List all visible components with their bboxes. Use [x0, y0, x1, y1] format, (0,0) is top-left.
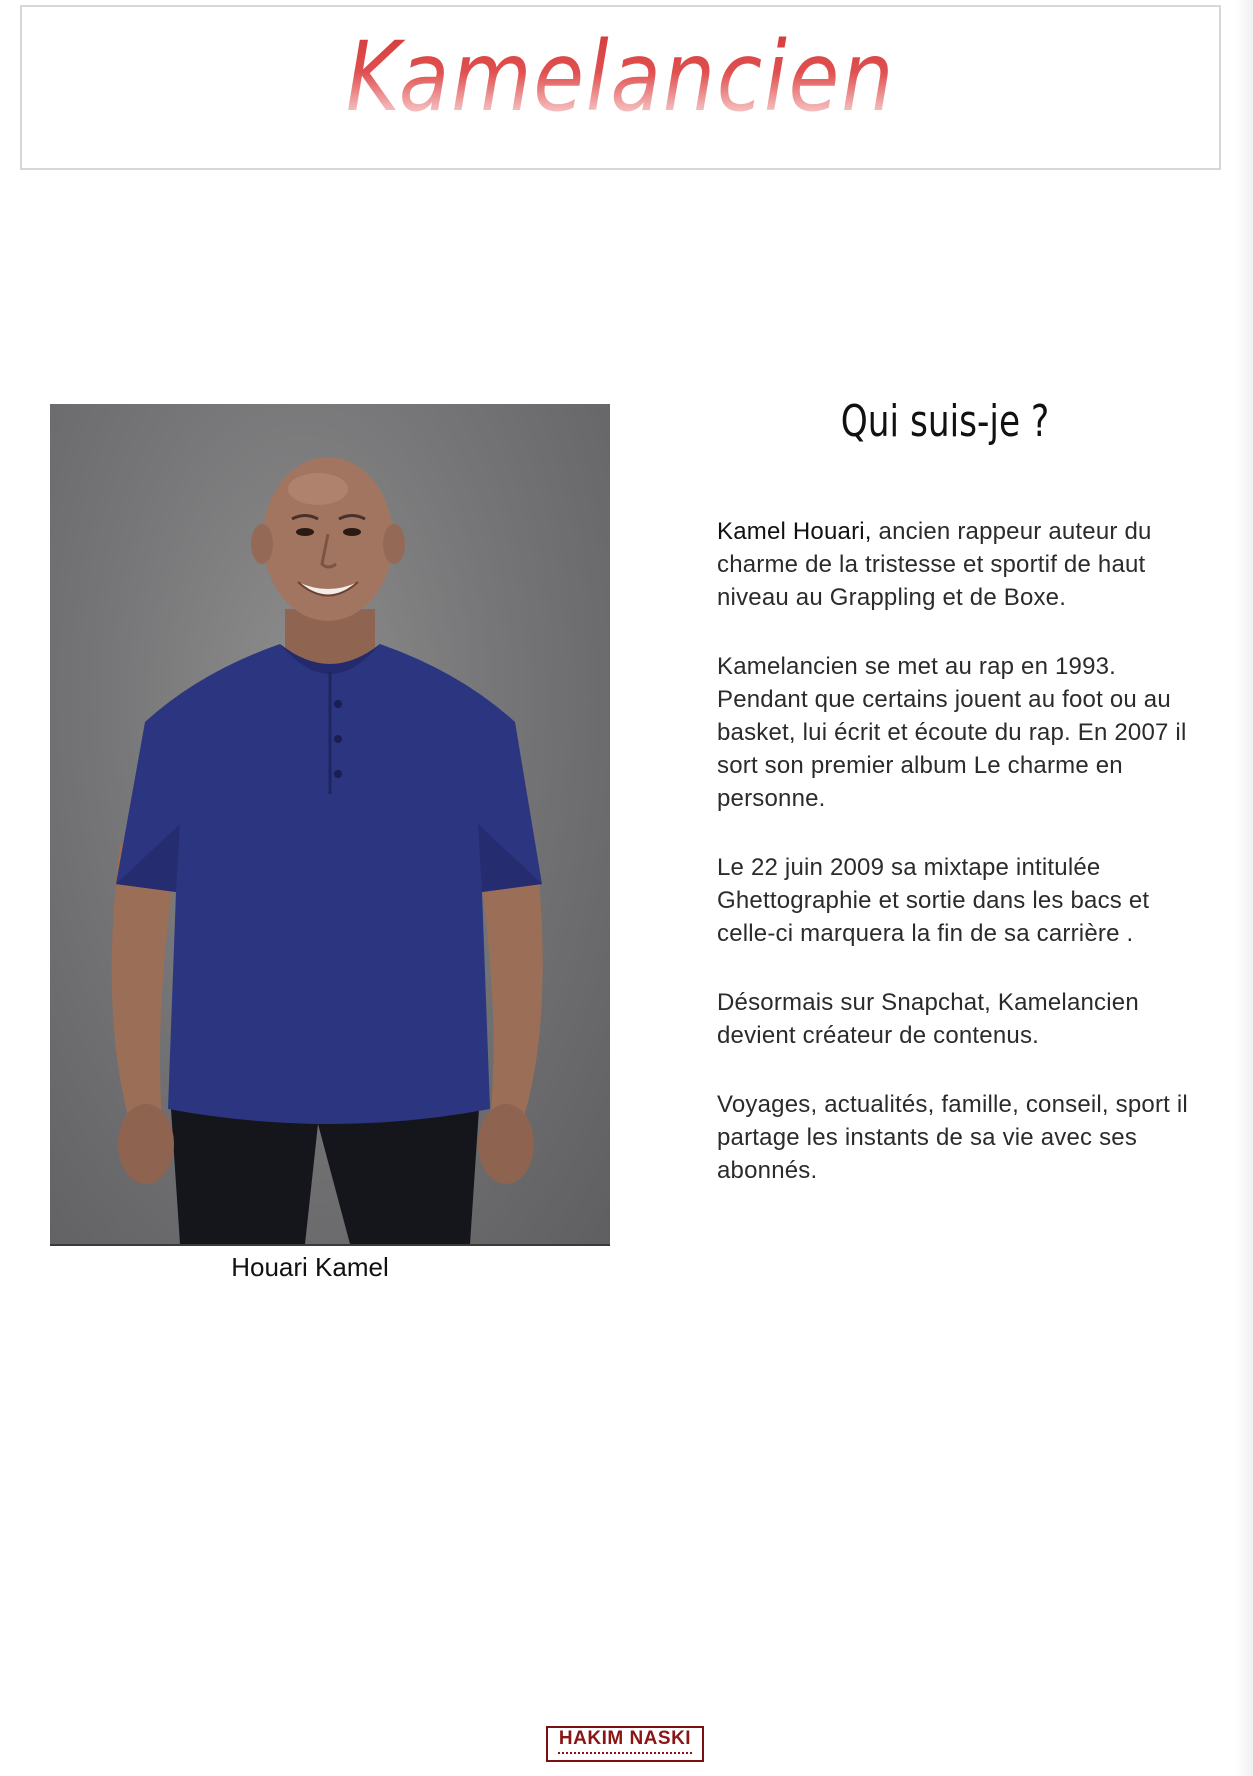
bio-paragraph-5: Voyages, actualités, famille, conseil, sport il partage les instants de sa vie avec ses abonnés.: [717, 1091, 1188, 1184]
bio-paragraph-2: Kamelancien se met au rap en 1993. Pendant que certains jouent au foot ou au basket, lui écrit et écoute du rap. En 2007 il sort son premier album Le charme en personne.: [717, 653, 1187, 812]
page-title: Kamelancien: [106, 29, 1135, 125]
portrait-illustration: [50, 404, 610, 1244]
bio-paragraph-3: Le 22 juin 2009 sa mixtape intitulée Ghettographie et sortie dans les bacs et celle-ci marquera la fin de sa carrière .: [717, 854, 1150, 947]
photo-caption: Houari Kamel: [231, 1252, 389, 1282]
bio-text: [717, 515, 1197, 1223]
bio-paragraph-4: Désormais sur Snapchat, Kamelancien devient créateur de contenus.: [717, 989, 1139, 1049]
section-heading: Qui suis-je ?: [840, 396, 1050, 447]
portrait-photo: [50, 404, 610, 1246]
bio-lead-name: Kamel Houari,: [717, 518, 872, 545]
header-box: [20, 5, 1221, 170]
footer-logo-underline: [558, 1752, 692, 1758]
bio-paragraph-1-text: ancien rappeur auteur du charme de la tristesse et sportif de haut niveau au Grappling et de Boxe.: [717, 518, 1152, 611]
footer-logo-text: HAKIM NASKI: [558, 1728, 692, 1749]
bio-paragraph-1: [717, 515, 1197, 614]
footer-logo: [546, 1726, 704, 1762]
page-edge: [1235, 0, 1253, 1776]
